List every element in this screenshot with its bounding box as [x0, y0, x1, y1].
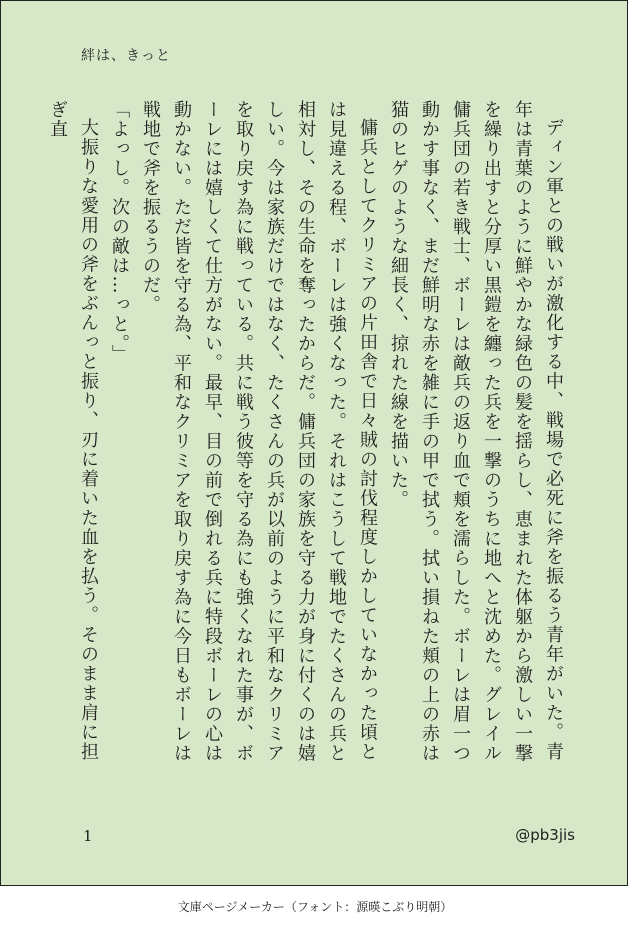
page-title: 絆は、きっと [81, 48, 171, 64]
author-handle: @pb3jis [515, 826, 575, 844]
paragraph: ディン軍との戦いが激化する中、戦場で必死に斧を振るう青年がいた。青年は青葉のように鮮やかな緑色の髪を揺らし、恵まれた体躯から激しい一撃を繰り出すと分厚い黒鎧を纏った兵を一撃のうちに地へと沈めた。グレイル傭兵団の若き戦士、ボーレは敵兵の返り血で頬を濡らした。ボーレは眉一つ動かす事なく、まだ鮮明な赤を雑に手の甲で拭う。拭い損ねた頬の上の赤は猫のヒゲのような細長く、掠れた線を描いた。 [388, 100, 564, 763]
footer-credit: 文庫ページメーカー（フォント：源暎こぶり明朝） [177, 900, 453, 914]
page-number: 1 [83, 827, 93, 845]
dialog-line: 「よっし。次の敵は…っと。」 [109, 100, 130, 364]
paragraph: 傭兵としてクリミアの片田舎で日々賊の討伐程度しかしていなかった頃とは見違える程、ボーレは強くなった。それはこうして戦地でたくさんの兵と相対し、その生命を奪ったからだ。傭兵団の家族を守る力が身に付くのは嬉しい。今は家族だけではなく、たくさんの兵が以前のように平和なクリミアを取り戻す為に戦っている。共に戦う彼等を守る為にも強くなれた事が、ボーレには嬉しくて仕方がない。最早、目の前で倒れる兵に特段ボーレの心は動かない。ただ皆を守る為、平和なクリミアを取り戻す為に今日もボーレは戦地で斧を振るうのだ。 [140, 100, 378, 763]
novel-body-text [42, 100, 569, 775]
paragraph: 大振りな愛用の斧をぶんっと振り、刃に着いた血を払う。そのまま肩に担ぎ直 [47, 100, 99, 762]
